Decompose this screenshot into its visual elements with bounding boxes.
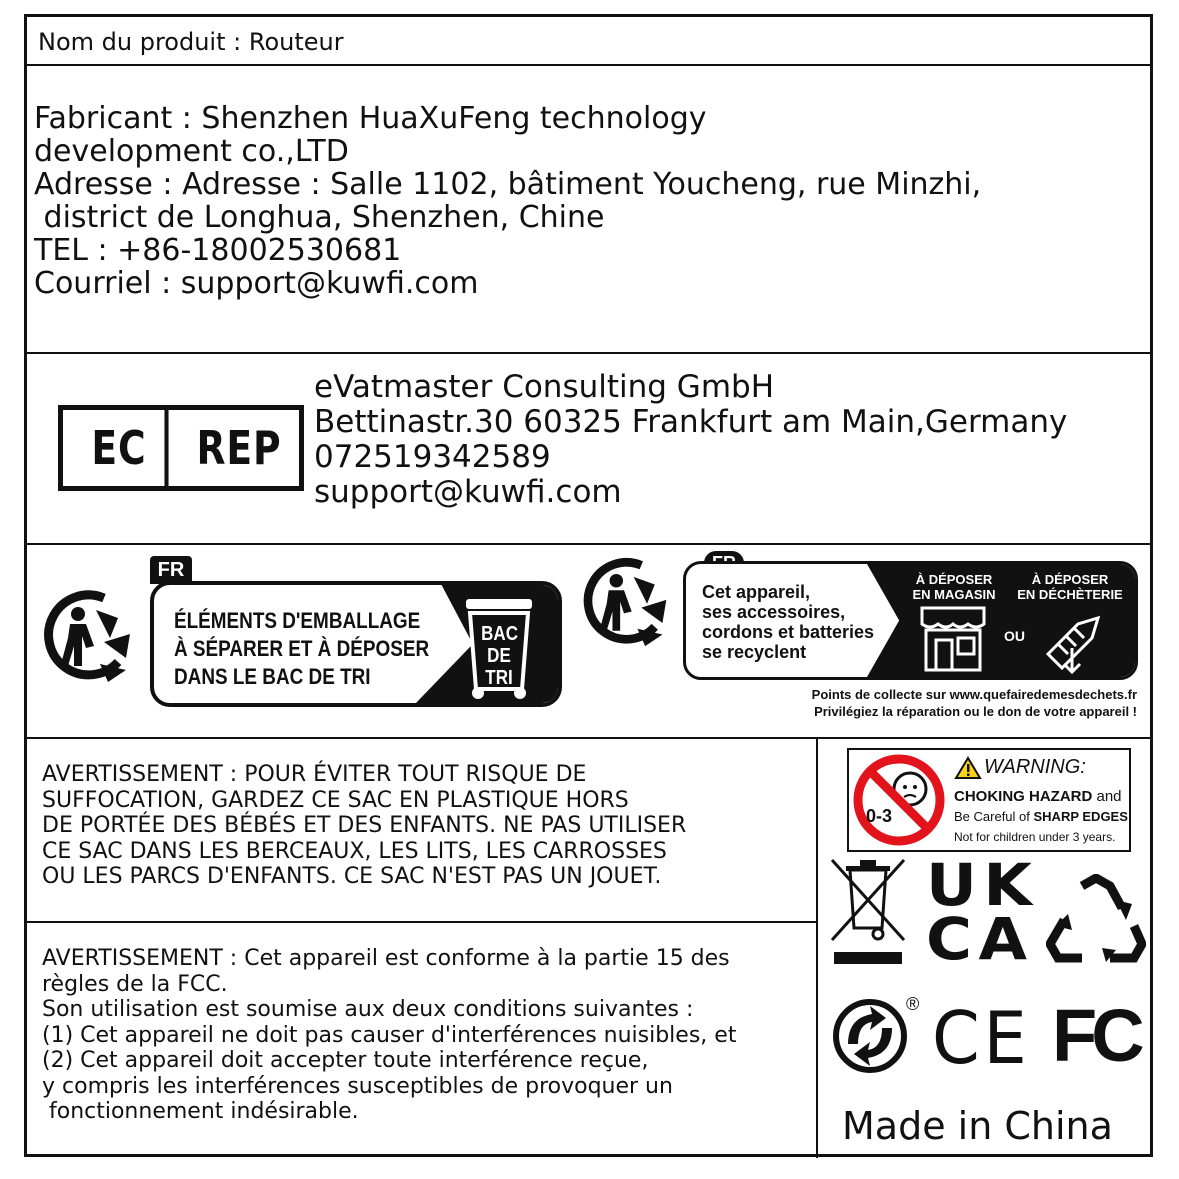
manufacturer-line: Adresse : Adresse : Salle 1102, bâtiment Youcheng, rue Minzhi, — [34, 167, 982, 202]
weee-crossed-bin-icon — [828, 856, 908, 968]
warning-triangle-icon — [954, 756, 982, 780]
sharp-edges-text: SHARP EDGES — [1033, 809, 1128, 824]
ec-rep-symbol — [58, 405, 304, 491]
ec-rep-line: 072519342589 — [314, 439, 551, 475]
collection-points-note: Points de collecte sur www.quefairedemesdechets.fr Privilégiez la réparation ou le don de votre appareil ! — [811, 687, 1137, 719]
store-drop-label: À DÉPOSER EN MAGASIN — [912, 572, 996, 602]
packaging-panel — [150, 581, 562, 707]
divider — [816, 738, 818, 1158]
ec-rep-line: Bettinastr.30 60325 Frankfurt am Main,Germany — [314, 404, 1068, 440]
ukca-mark: UK CA — [926, 851, 1039, 973]
dump-drop-label: À DÉPOSER EN DÉCHÈTERIE — [1017, 572, 1123, 602]
ec-rep-line: support@kuwfi.com — [314, 474, 622, 510]
choking-hazard-text: CHOKING HAZARD — [954, 788, 1093, 805]
divider — [26, 921, 816, 923]
choking-line-3: Not for children under 3 years. — [954, 830, 1116, 844]
manufacturer-line: TEL : +86-18002530681 — [34, 233, 402, 268]
ec-rep-line: eVatmaster Consulting GmbH — [314, 369, 775, 405]
ec-rep-address — [314, 370, 1067, 510]
recycle-icon — [1046, 874, 1146, 968]
rep-label: REP — [196, 421, 282, 475]
choking-line-1 — [954, 788, 1122, 805]
fcc-warning: AVERTISSEMENT : Cet appareil est conforme à la partie 15 des règles de la FCC. Son utilisation est soumise aux deux conditions suivantes : (1) Cet appareil ne doit pas causer d'interférences nuisibles, et (2) Cet appareil doit accepter toute interférence reçue, y compris les interférences susceptibles de provoquer un fonctionnement indésirable. — [42, 946, 737, 1124]
divider — [26, 543, 1151, 545]
age-label: 0-3 — [866, 806, 893, 826]
ec-label: EC — [73, 410, 168, 486]
fr-badge: FR — [150, 556, 192, 584]
no-small-children-icon — [852, 753, 946, 847]
device-recycle-panel — [683, 561, 1138, 680]
divider — [26, 64, 1151, 66]
ce-mark: CE — [932, 996, 1031, 1080]
registered-mark: ® — [906, 994, 920, 1014]
manufacturer-line: Courriel : support@kuwfi.com — [34, 266, 479, 301]
or-label: OU — [1004, 628, 1025, 644]
dump-icon — [1038, 604, 1108, 674]
bin-text: BAC DE TRI — [481, 623, 518, 689]
product-name: Nom du produit : Routeur — [38, 28, 344, 56]
fcc-mark: FC — [1052, 994, 1139, 1077]
green-dot-icon — [832, 998, 908, 1074]
triman-icon — [34, 580, 138, 684]
warning-title: WARNING: — [984, 756, 1086, 778]
careful-text: Be Careful of — [954, 809, 1034, 824]
choking-line-2 — [954, 809, 1128, 824]
divider — [26, 352, 1151, 354]
triman-icon — [574, 548, 674, 648]
divider — [26, 737, 1151, 739]
choking-and-text: and — [1092, 788, 1122, 805]
made-in-china: Made in China — [842, 1104, 1113, 1148]
manufacturer-line: district de Longhua, Shenzhen, Chine — [34, 200, 605, 235]
manufacturer-line: Fabricant : Shenzhen HuaXuFeng technology — [34, 101, 707, 136]
manufacturer-info — [34, 102, 981, 300]
bag-warning: AVERTISSEMENT : POUR ÉVITER TOUT RISQUE DE SUFFOCATION, GARDEZ CE SAC EN PLASTIQUE HORS DE PORTÉE DES BÉBÉS ET DES ENFANTS. NE PAS UTILISER CE SAC DANS LES BERCEAUX, LES LITS, LES CARROSSES OU LES PARCS D'ENFANTS. CE SAC N'EST PAS UN JOUET. — [42, 762, 687, 889]
device-recycle-text: Cet appareil, ses accessoires, cordons et batteries se recyclent — [702, 582, 875, 662]
manufacturer-line: development co.,LTD — [34, 134, 349, 169]
packaging-text: ÉLÉMENTS D'EMBALLAGE À SÉPARER ET À DÉPOSER DANS LE BAC DE TRI — [174, 608, 430, 689]
store-icon — [918, 604, 988, 672]
